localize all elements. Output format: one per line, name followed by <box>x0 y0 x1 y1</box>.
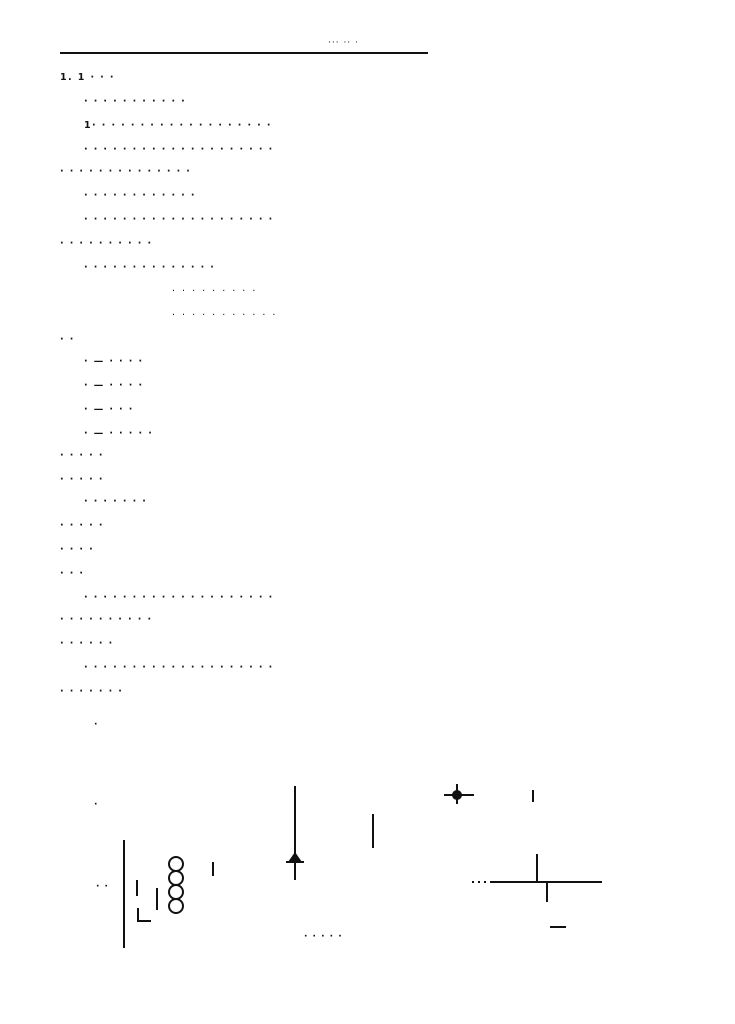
tick-mark <box>212 862 214 876</box>
section-heading: · · · <box>60 568 85 579</box>
tick-mark <box>532 790 534 802</box>
short-dash <box>550 926 566 928</box>
section-heading: · · · · · <box>60 474 104 485</box>
section-heading: · · · · · <box>60 520 104 531</box>
figure-left-tick: · · <box>96 882 109 892</box>
paragraph-line: · · · · · · · · · · · · · · <box>84 262 216 273</box>
dot-mark <box>484 881 486 883</box>
axis-corner-mark <box>137 920 151 922</box>
paragraph-line: · · · · · · · · · · · · <box>84 190 196 201</box>
tick-mark <box>156 888 158 910</box>
figure <box>60 720 680 970</box>
marker-base <box>286 861 304 863</box>
legend-item: · — · · · · <box>84 380 144 391</box>
legend-item: · — · · · · <box>84 356 144 367</box>
paragraph-line: · · · · · · · <box>60 686 124 697</box>
section-heading: · · · · <box>60 544 95 555</box>
left-axis-line <box>123 840 125 948</box>
paragraph-line: · · · · · · · · · · · · · · · · · · · · <box>84 214 274 225</box>
axis-corner-mark <box>137 908 139 922</box>
vertical-line <box>546 882 548 902</box>
vertical-line <box>372 814 374 848</box>
paragraph-line: · · · · · · · · · · · · · · <box>60 166 192 177</box>
section-heading: · · · · · · <box>60 638 114 649</box>
dot-mark <box>472 881 474 883</box>
paragraph-line: · · · · · · · · · · <box>60 614 153 625</box>
figure-caption: · <box>94 720 99 730</box>
paragraph-line: · · · · · · · · · · <box>60 238 153 249</box>
vertical-line <box>536 854 538 882</box>
legend-item: · — · · · · · <box>84 428 154 439</box>
paragraph-line: · · · · · · · · · · · <box>84 96 187 107</box>
paragraph-line: · · · · · · · <box>84 496 148 507</box>
formula-line: · · · · · · · · · <box>172 286 258 297</box>
figure-axis-label: · · · · · <box>304 932 343 942</box>
figure-side-label: · <box>94 800 99 810</box>
vertical-line <box>294 786 296 880</box>
legend-item: · — · · · <box>84 404 134 415</box>
paragraph-line: · · · · · · · · · · · · · · · · · · · · <box>84 592 274 603</box>
formula-line: · · · · · · · · · · · <box>172 310 278 321</box>
paragraph-line: 1· · · · · · · · · · · · · · · · · · · <box>84 120 272 131</box>
paragraph-line: · · · · · · · · · · · · · · · · · · · · <box>84 662 274 673</box>
section-heading: 1. 1 · · · <box>60 72 115 83</box>
paragraph-line: · · · · · · · · · · · · · · · · · · · · <box>84 144 274 155</box>
running-header: ··· ·· · <box>328 38 359 48</box>
legend-heading: · · <box>60 334 75 345</box>
stacked-markers <box>168 856 182 904</box>
cross-marker-dot <box>452 790 462 800</box>
paragraph-line: · · · · · <box>60 450 104 461</box>
tick-mark <box>136 880 138 896</box>
dot-mark <box>478 881 480 883</box>
